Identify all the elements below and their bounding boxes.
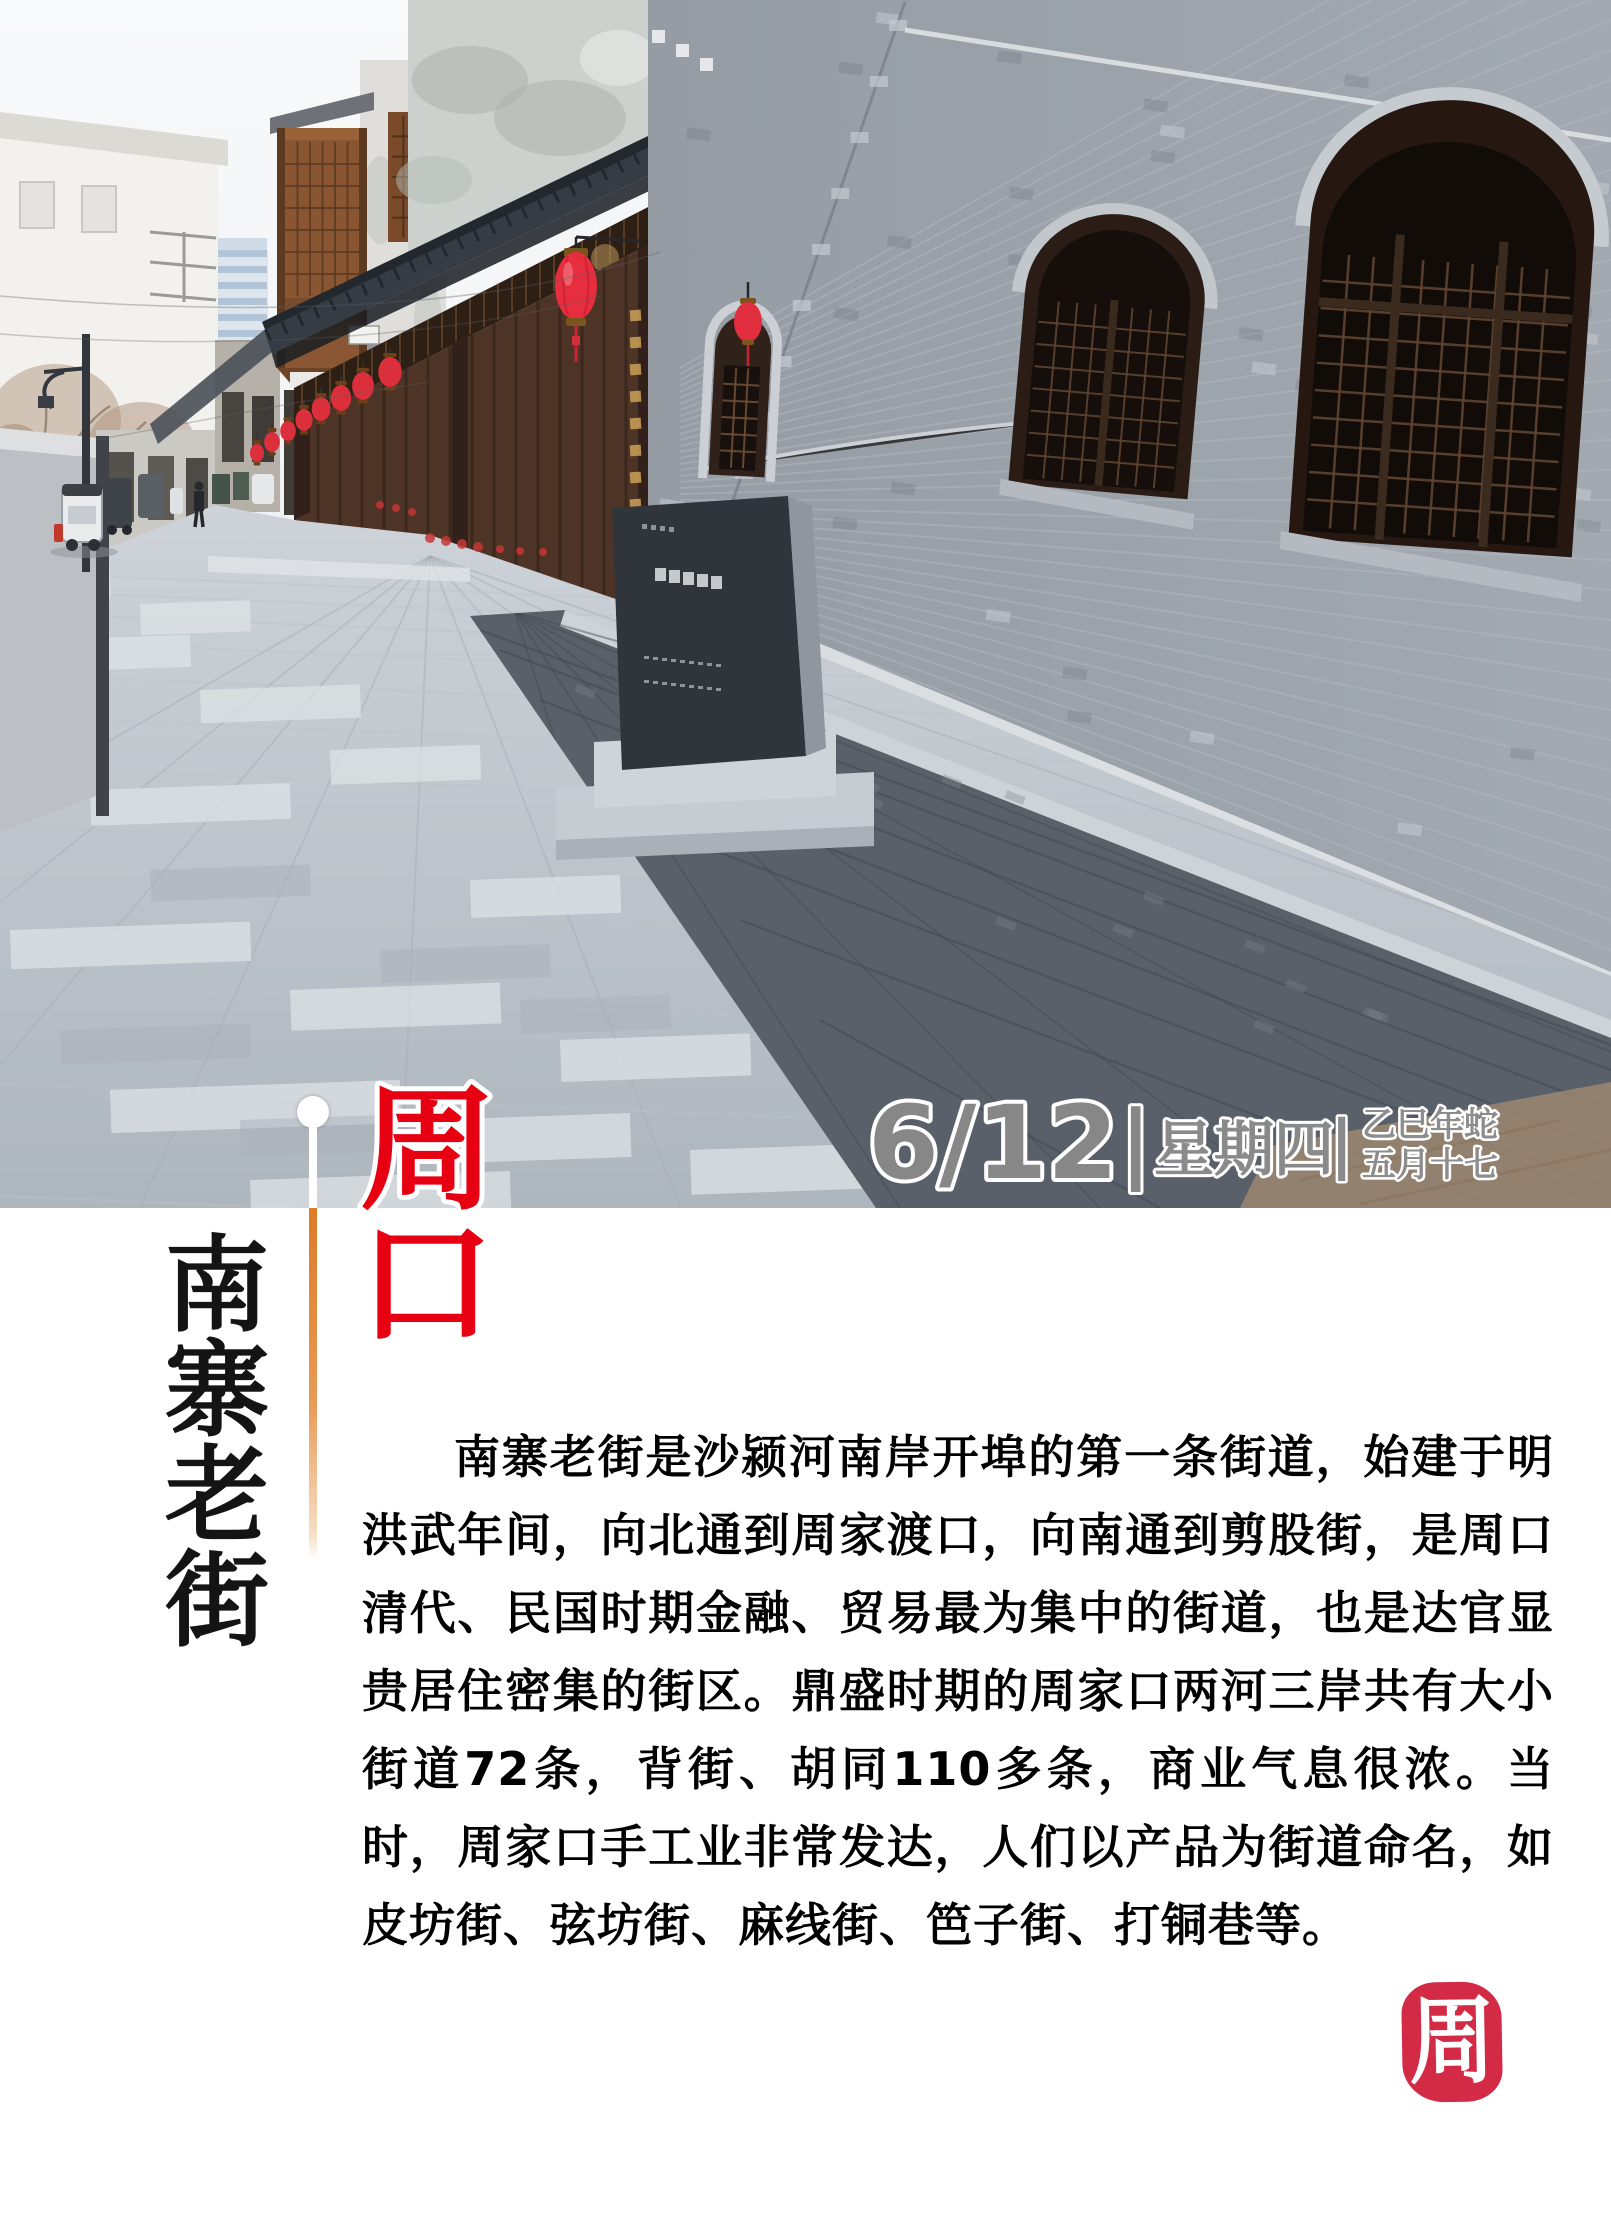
scooter xyxy=(170,488,183,514)
tricycle-gray xyxy=(138,474,164,518)
accent-line-orange xyxy=(309,1208,317,1560)
trash-bin xyxy=(233,472,249,500)
lunar-year-label: 乙巳年蛇 xyxy=(1362,1105,1498,1145)
date-value: 6/12 xyxy=(868,1084,1119,1203)
arched-window-far xyxy=(998,202,1220,530)
weekday-label: 星期四 xyxy=(1154,1115,1334,1185)
lunar-day-label: 五月十七 xyxy=(1362,1145,1498,1185)
seal-character: 周 xyxy=(1408,1984,1496,2099)
minivan xyxy=(252,474,274,504)
accent-line-white xyxy=(309,1124,317,1210)
street-title: 南寨老街 xyxy=(147,1230,270,1650)
tricycle-dark xyxy=(106,478,132,535)
seal-stamp xyxy=(1401,1981,1503,2103)
article-paragraph: 南寨老街是沙颍河南岸开埠的第一条街道，始建于明洪武年间，向北通到周家渡口，向南通到剪股街，是周口清代、民国时期金融、贸易最为集中的街道，也是达官显贵居住密集的街区。鼎盛时期的周家口两河三岸共有大小街道72条，背街、胡同110多条，商业气息很浓。当时，周家口手工业非常发达，人们以产品为街道命名，如皮坊街、弦坊街、麻线街、笆子街、打铜巷等。 xyxy=(362,1430,1554,1952)
date-separator: | xyxy=(1120,1093,1152,1193)
fire-hydrant xyxy=(54,524,63,542)
location-title-char-top: 周 xyxy=(360,1070,496,1230)
trash-bin xyxy=(212,474,230,504)
location-title-char-bottom: 口 xyxy=(358,1204,494,1364)
date-separator: | xyxy=(1330,1108,1354,1182)
arched-window-near xyxy=(1277,86,1611,602)
tricycle-white xyxy=(62,484,102,551)
